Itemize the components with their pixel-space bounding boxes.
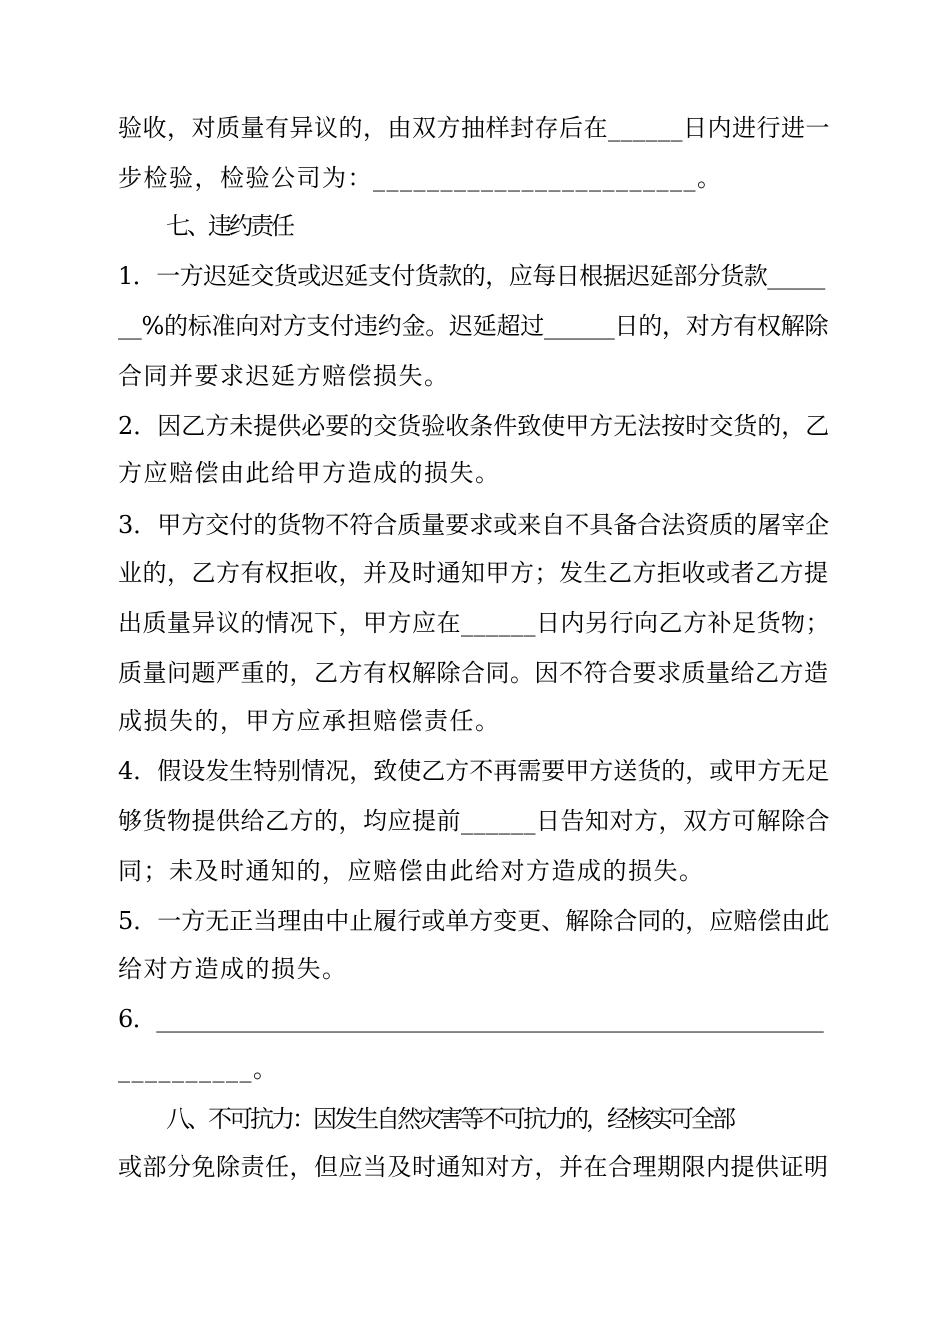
section-heading: 八、不可抗力：因发生自然灾害等不可抗力的，经核实可全部 bbox=[166, 1105, 733, 1133]
paragraph-line: 5．一方无正当理由中止履行或单方变更、解除合同的，应赔偿由此 bbox=[118, 907, 830, 935]
section-heading: 七、违约责任 bbox=[166, 212, 292, 240]
paragraph-line: 步检验，检验公司为：________________________。 bbox=[118, 164, 723, 192]
paragraph-line: 给对方造成的损失。 bbox=[118, 955, 348, 983]
paragraph-line: 验收，对质量有异议的，由双方抽样封存后在______日内进行进一 bbox=[118, 114, 830, 142]
paragraph-line: 或部分免除责任，但应当及时通知对方，并在合理期限内提供证明 bbox=[118, 1153, 829, 1181]
paragraph-line: 3．甲方交付的货物不符合质量要求或来自不具备合法资质的屠宰企 bbox=[118, 511, 830, 539]
paragraph-line: 够货物提供给乙方的，均应提前______日告知对方，双方可解除合 bbox=[118, 807, 830, 835]
paragraph-line: __%的标准向对方支付违约金。迟延超过______日的，对方有权解除 bbox=[118, 312, 829, 340]
paragraph-line: 成损失的，甲方应承担赔偿责任。 bbox=[118, 707, 501, 735]
paragraph-line: 2．因乙方未提供必要的交货验收条件致使甲方无法按时交货的，乙 bbox=[118, 412, 830, 440]
paragraph-line: 1．一方迟延交货或迟延支付货款的，应每日根据迟延部分货款_____ bbox=[118, 262, 825, 290]
paragraph-line: 出质量异议的情况下，甲方应在______日内另行向乙方补足货物； bbox=[118, 609, 830, 637]
paragraph-line: 合同并要求迟延方赔偿损失。 bbox=[118, 362, 450, 390]
paragraph-line: 业的，乙方有权拒收，并及时通知甲方；发生乙方拒收或者乙方提 bbox=[118, 559, 829, 587]
paragraph-line: 同；未及时通知的，应赔偿由此给对方造成的损失。 bbox=[118, 857, 705, 885]
paragraph-line: 6．__________________________________________________________ bbox=[118, 1005, 824, 1033]
paragraph-line: __________。 bbox=[118, 1055, 279, 1083]
paragraph-line: 4．假设发生特别情况，致使乙方不再需要甲方送货的，或甲方无足 bbox=[118, 757, 830, 785]
paragraph-line: 质量问题严重的，乙方有权解除合同。因不符合要求质量给乙方造 bbox=[118, 659, 829, 687]
paragraph-line: 方应赔偿由此给甲方造成的损失。 bbox=[118, 459, 501, 487]
